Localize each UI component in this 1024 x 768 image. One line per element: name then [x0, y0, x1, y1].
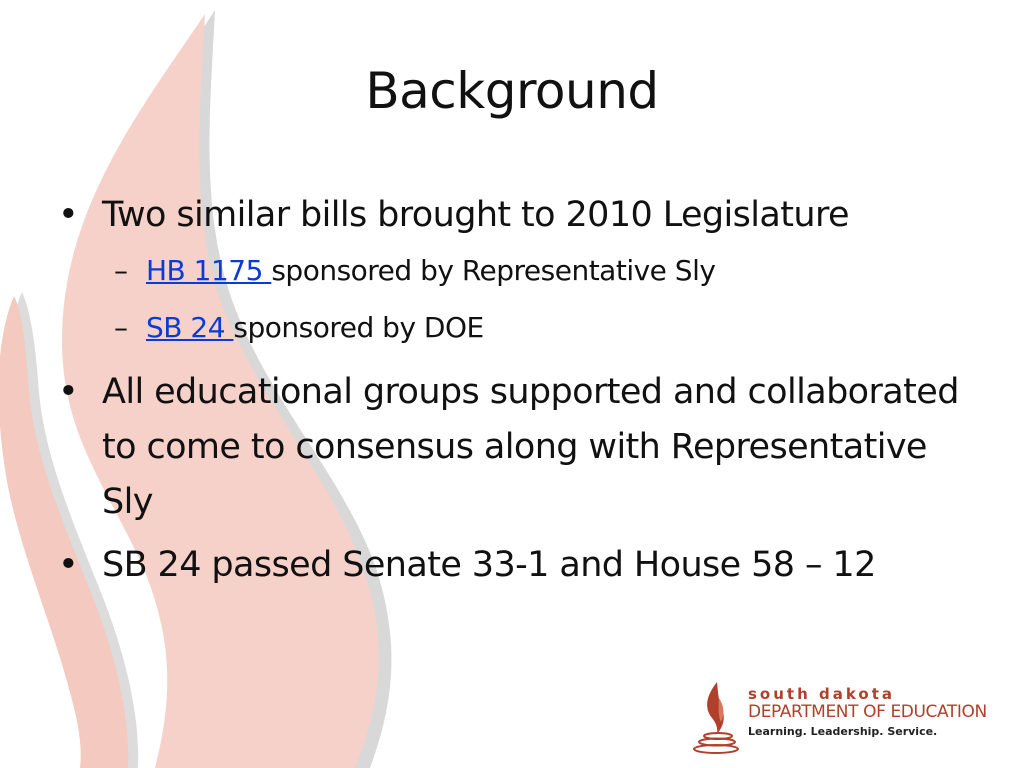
sub-bullet-item: [58, 251, 978, 291]
doe-logo: [688, 678, 1006, 764]
sb24-link[interactable]: SB 24: [146, 311, 234, 344]
bullet-text: SB 24 passed Senate 33-1 and House 58 – 12: [102, 545, 876, 585]
sub-bullet-marker: –: [114, 311, 128, 344]
slide-title: Background: [365, 62, 659, 120]
logo-tagline: Learning. Leadership. Service.: [748, 725, 938, 738]
logo-text: [748, 686, 1008, 740]
bullet-item: [58, 365, 978, 530]
bullet-text: All educational groups supported and collaborated to come to consensus along with Representative Sly: [102, 372, 959, 522]
hb1175-link[interactable]: HB 1175: [146, 254, 272, 287]
logo-department: DEPARTMENT OF EDUCATION: [748, 702, 987, 722]
sub-bullet-item: [58, 308, 978, 348]
bullet-marker: •: [58, 195, 79, 235]
bullet-text: Two similar bills brought to 2010 Legislature: [102, 195, 849, 235]
logo-state-name: south dakota: [748, 685, 896, 703]
bullet-marker: •: [58, 372, 79, 412]
bullet-item: [58, 538, 978, 593]
sub-bullet-text: sponsored by Representative Sly: [271, 254, 716, 287]
sub-bullet-text: sponsored by DOE: [233, 311, 484, 344]
bullet-item: [58, 188, 978, 243]
torch-icon: [688, 678, 746, 762]
sub-bullet-marker: –: [114, 254, 128, 287]
bullet-marker: •: [58, 545, 79, 585]
slide-content: [58, 188, 978, 601]
